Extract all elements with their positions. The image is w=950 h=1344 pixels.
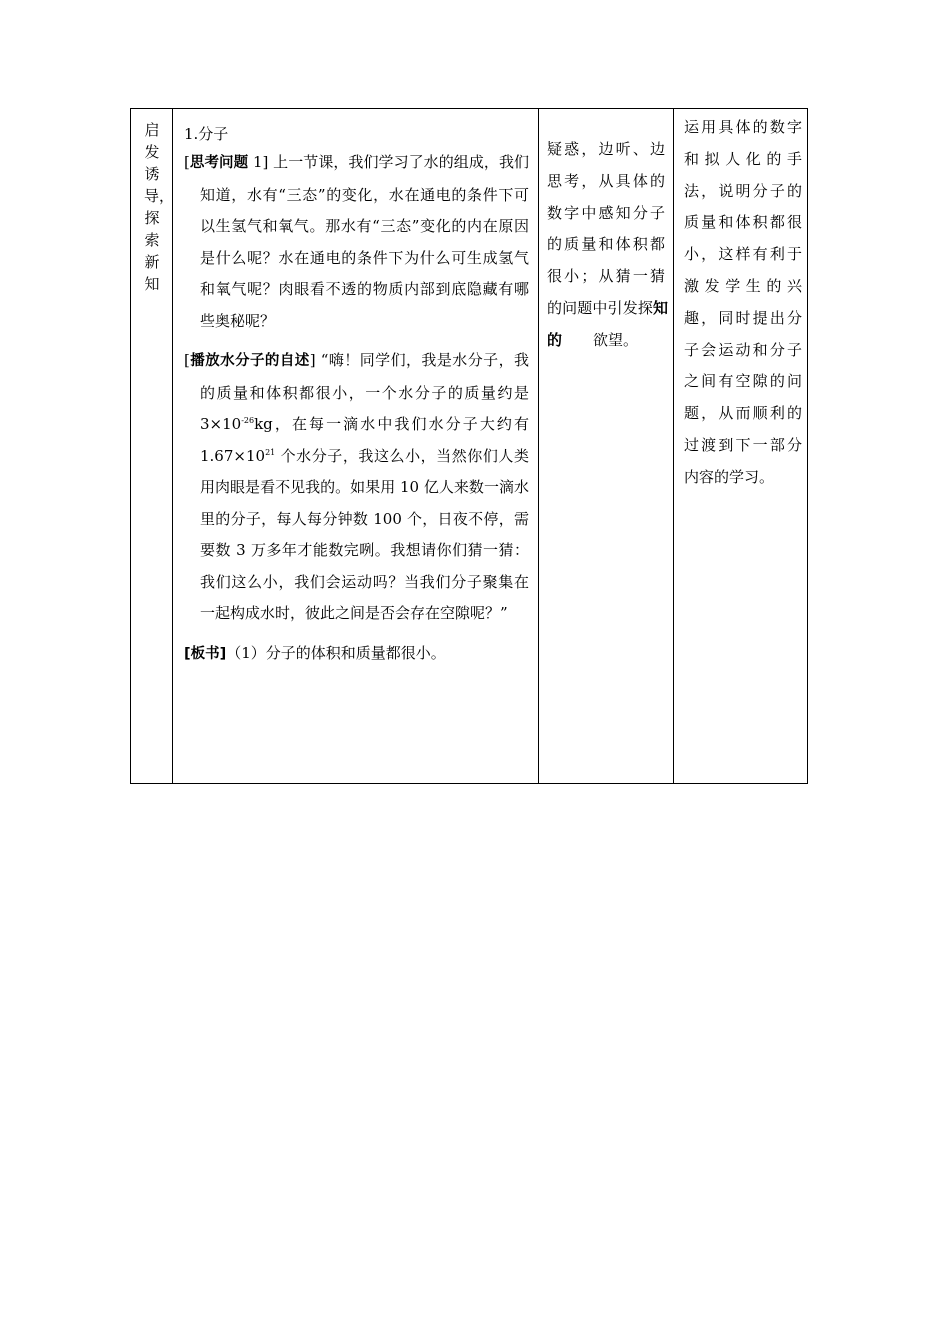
stage-label: 启发诱导，探索新知 bbox=[144, 121, 175, 293]
student-activity-cell bbox=[539, 109, 673, 783]
student-activity-text: 疑惑，边听、边思考，从具体的数字中感知分子的质量和体积都很小；从猜一猜的问题中引发探知的 欲望。 bbox=[547, 140, 665, 349]
design-intent-text: 运用具体的数字和拟人化的手法，说明分子的质量和体积都很小，这样有利于激发学生的兴趣，同时提出分子会运动和分子之间有空隙的问题，从而顺利的过渡到下一部分内容的学习。 bbox=[684, 118, 802, 486]
section-title: 1.分子 bbox=[184, 125, 229, 143]
board-paragraph: [板书]（1）分子的体积和质量都很小。 bbox=[184, 643, 446, 662]
play-monologue-paragraph: [播放水分子的自述] “嗨！同学们，我是水分子，我的质量和体积都很小，一个水分子的质量约是 $3\times 10^{-26}kg$，在每一滴水中我们水分子大约有 $1.67\times 10^{21}$ 个水分子，我这么小，当然你们人类用肉眼是看不见我的。如果用 10 亿人来数一滴水里的分子，每人每分钟数 100 个，日夜不停，需要数 3 万多年才能数完咧。我想请你们猜一猜：我们这么小，我们会运动吗？当我们分子聚集在一起构成水时，彼此之间是否会存在空隙呢？” bbox=[184, 351, 529, 622]
lesson-table bbox=[130, 108, 808, 784]
stage-cell bbox=[131, 109, 173, 783]
think-question-label: 思考问题 bbox=[189, 155, 249, 171]
board-label: [板书] bbox=[184, 645, 227, 662]
play-monologue-label: 播放水分子的自述 bbox=[189, 353, 310, 369]
think-question-paragraph: [思考问题 1] 上一节课，我们学习了水的组成，我们知道，水有“三态”的变化，水在通电的条件下可以生氢气和氧气。那水有“三态”变化的内在原因是什么呢？水在通电的条件下为什么可生成氢气和氧气呢？肉眼看不透的物质内部到底隐藏有哪些奥秘呢？ bbox=[184, 153, 529, 330]
content-cell bbox=[174, 109, 538, 783]
design-intent-cell bbox=[674, 109, 808, 783]
